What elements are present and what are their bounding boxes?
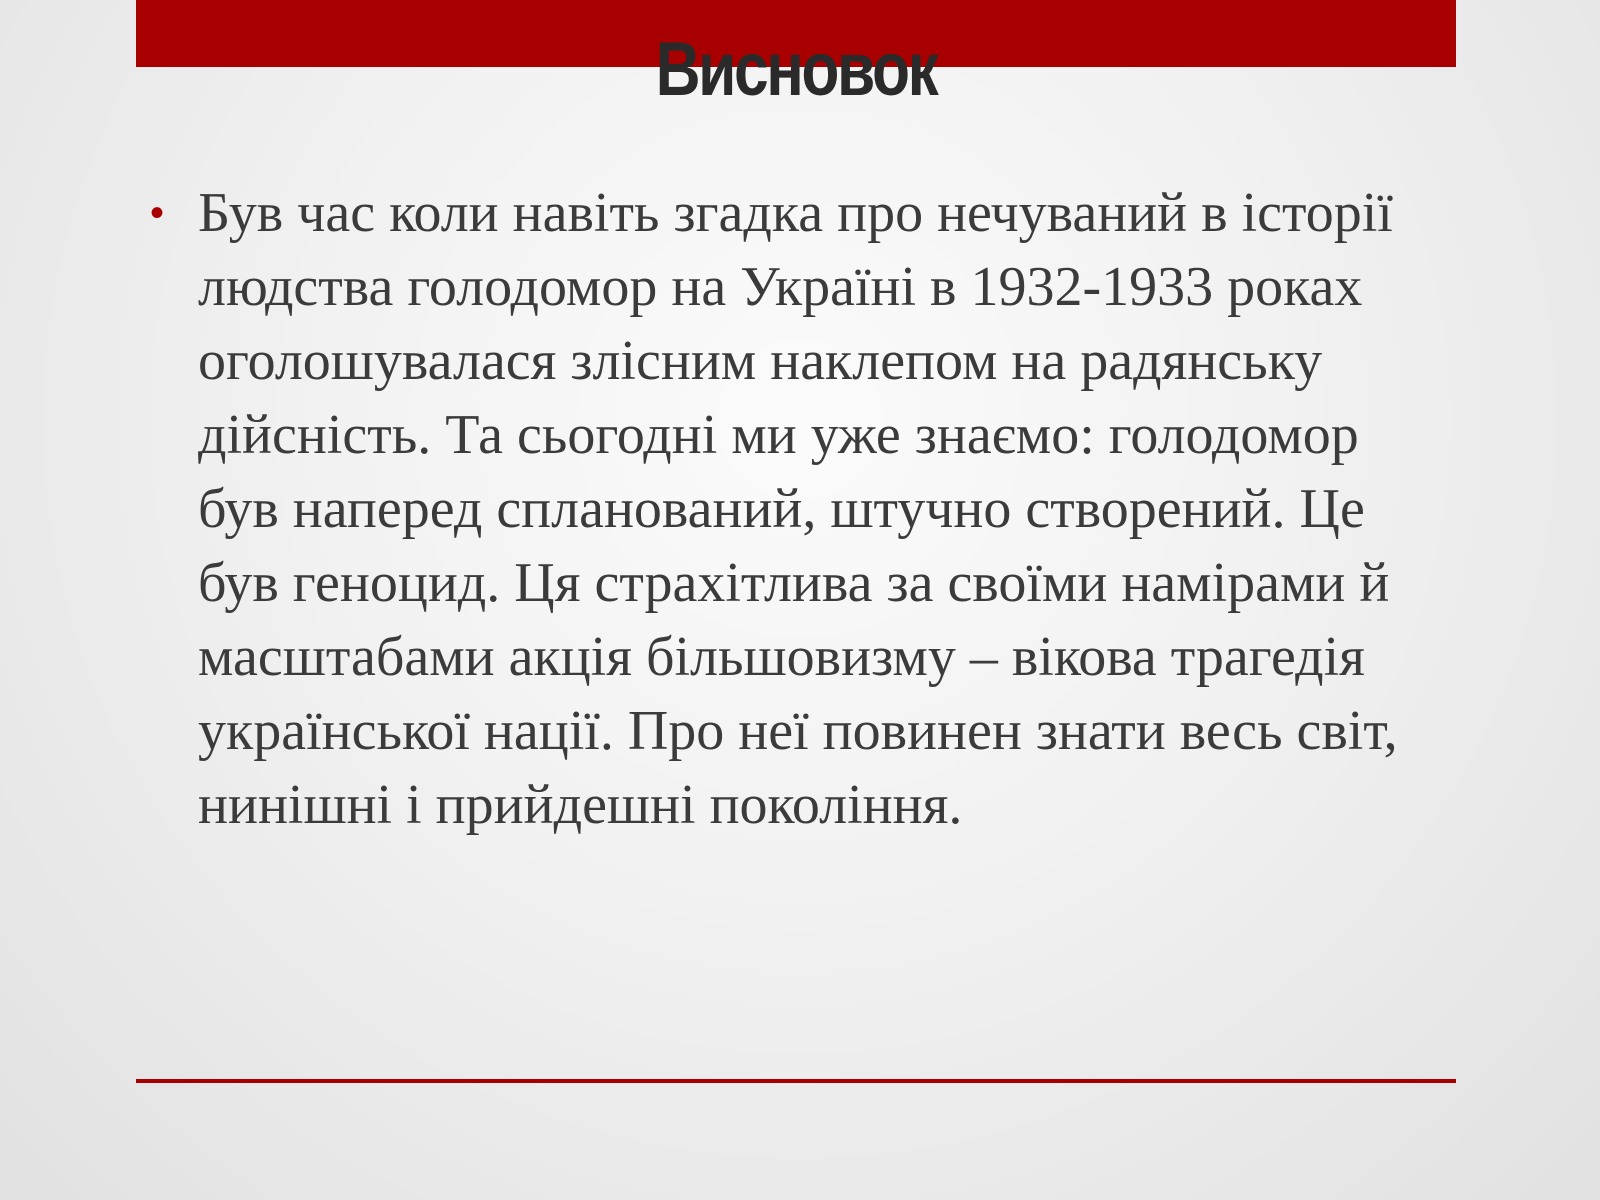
bullet-icon: •	[150, 191, 165, 235]
slide-title: Висновок	[655, 27, 937, 112]
bullet-item	[146, 176, 1436, 842]
slide-body	[146, 176, 1436, 842]
bottom-accent-line	[136, 1079, 1456, 1083]
bullet-text: Був час коли навіть згадка про нечуваний в історії людства голодомор на Україні в 1932-1933 роках оголошувалася злісним наклепом на радянську дійсність. Та сьогодні ми уже знаємо: голодомор був наперед спланований, штучно створений. Це був геноцид. Ця страхітлива за своїми намірами й масштабами акція більшовизму – вікова трагедія української нації. Про неї повинен знати весь світ, нинішні і прийдешні покоління.	[198, 182, 1398, 836]
